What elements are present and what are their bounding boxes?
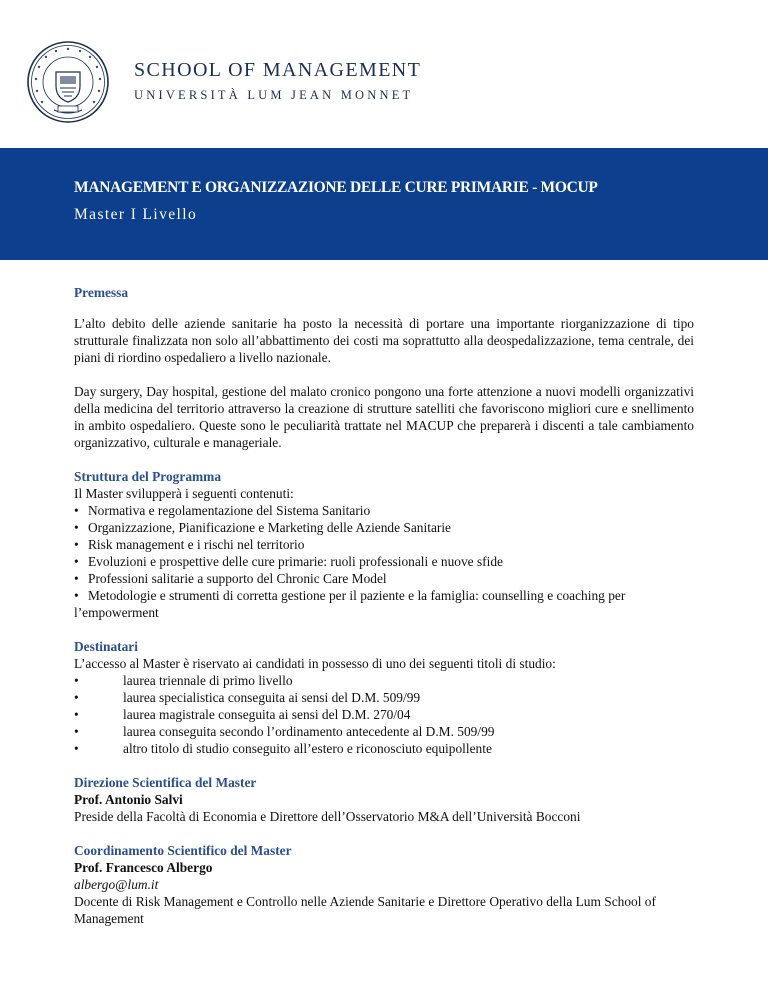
direzione-name: Prof. Antonio Salvi (74, 792, 183, 807)
coordinamento-name: Prof. Francesco Albergo (74, 860, 213, 875)
destinatari-list (74, 672, 694, 757)
list-item: • laurea magistrale conseguita ai sensi del D.M. 270/04 (74, 706, 694, 723)
premessa-paragraph-1: L’alto debito delle aziende sanitarie ha posto la necessità di portare una importante riorganizzazione di tipo strutturale finalizzata non solo all’abbattimento dei costi ma soprattutto alla deospedalizzazione, tema centrale, dei piani di riordino ospedaliero a livello nazionale. (74, 316, 694, 365)
struttura-list (74, 502, 694, 621)
list-item: • laurea triennale di primo livello (74, 672, 694, 689)
section-heading-coordinamento: Coordinamento Scientifico del Master (74, 843, 292, 858)
school-name: SCHOOL OF MANAGEMENT (134, 59, 422, 81)
title-banner (0, 148, 768, 260)
page-header (0, 0, 768, 148)
page-subtitle: Master I Livello (74, 206, 198, 223)
list-item: • Normativa e regolamentazione del Sistema Sanitario (74, 502, 694, 519)
section-heading-destinatari: Destinatari (74, 639, 138, 654)
list-item: • Risk management e i rischi nel territorio (74, 536, 694, 553)
list-item: • Evoluzioni e prospettive delle cure primarie: ruoli professionali e nuove sfide (74, 553, 694, 570)
premessa-paragraph-2: Day surgery, Day hospital, gestione del malato cronico pongono una forte attenzione a nuovi modelli organizzativi della medicina del territorio attraverso la creazione di strutture satelliti che favoriscono migliori cure e snellimento in ambito ospedaliero. Queste sono le peculiarità trattate nel MACUP che preparerà i discenti a tale cambiamento organizzativo, culturale e manageriale. (74, 384, 694, 450)
direzione-role: Preside della Facoltà di Economia e Direttore dell’Osservatorio M&A dell’Università Bocconi (74, 809, 581, 824)
destinatari-intro: L’accesso al Master è riservato ai candidati in possesso di uno dei seguenti titoli di studio: (74, 656, 556, 671)
page-title: MANAGEMENT E ORGANIZZAZIONE DELLE CURE PRIMARIE - MOCUP (74, 179, 598, 196)
struttura-intro: Il Master svilupperà i seguenti contenuti: (74, 486, 294, 501)
document-body (74, 284, 694, 927)
list-item: • altro titolo di studio conseguito all’estero e riconosciuto equipollente (74, 740, 694, 757)
section-heading-direzione: Direzione Scientifica del Master (74, 775, 257, 790)
list-item: • Professioni salitarie a supporto del Chronic Care Model (74, 570, 694, 587)
list-item: • Metodologie e strumenti di corretta gestione per il paziente e la famiglia: counselling e coaching per l’empowerment (74, 587, 694, 621)
list-item: • laurea conseguita secondo l’ordinamento antecedente al D.M. 509/99 (74, 723, 694, 740)
list-item: • laurea specialistica conseguita ai sensi del D.M. 509/99 (74, 689, 694, 706)
coordinamento-role: Docente di Risk Management e Controllo nelle Aziende Sanitarie e Direttore Operativo della Lum School of Management (74, 894, 656, 926)
university-seal-icon (26, 40, 110, 124)
university-name: UNIVERSITÀ LUM JEAN MONNET (134, 88, 414, 102)
coordinamento-email: albergo@lum.it (74, 877, 159, 892)
section-heading-premessa: Premessa (74, 285, 129, 300)
list-item: • Organizzazione, Pianificazione e Marketing delle Aziende Sanitarie (74, 519, 694, 536)
section-heading-struttura: Struttura del Programma (74, 469, 222, 484)
